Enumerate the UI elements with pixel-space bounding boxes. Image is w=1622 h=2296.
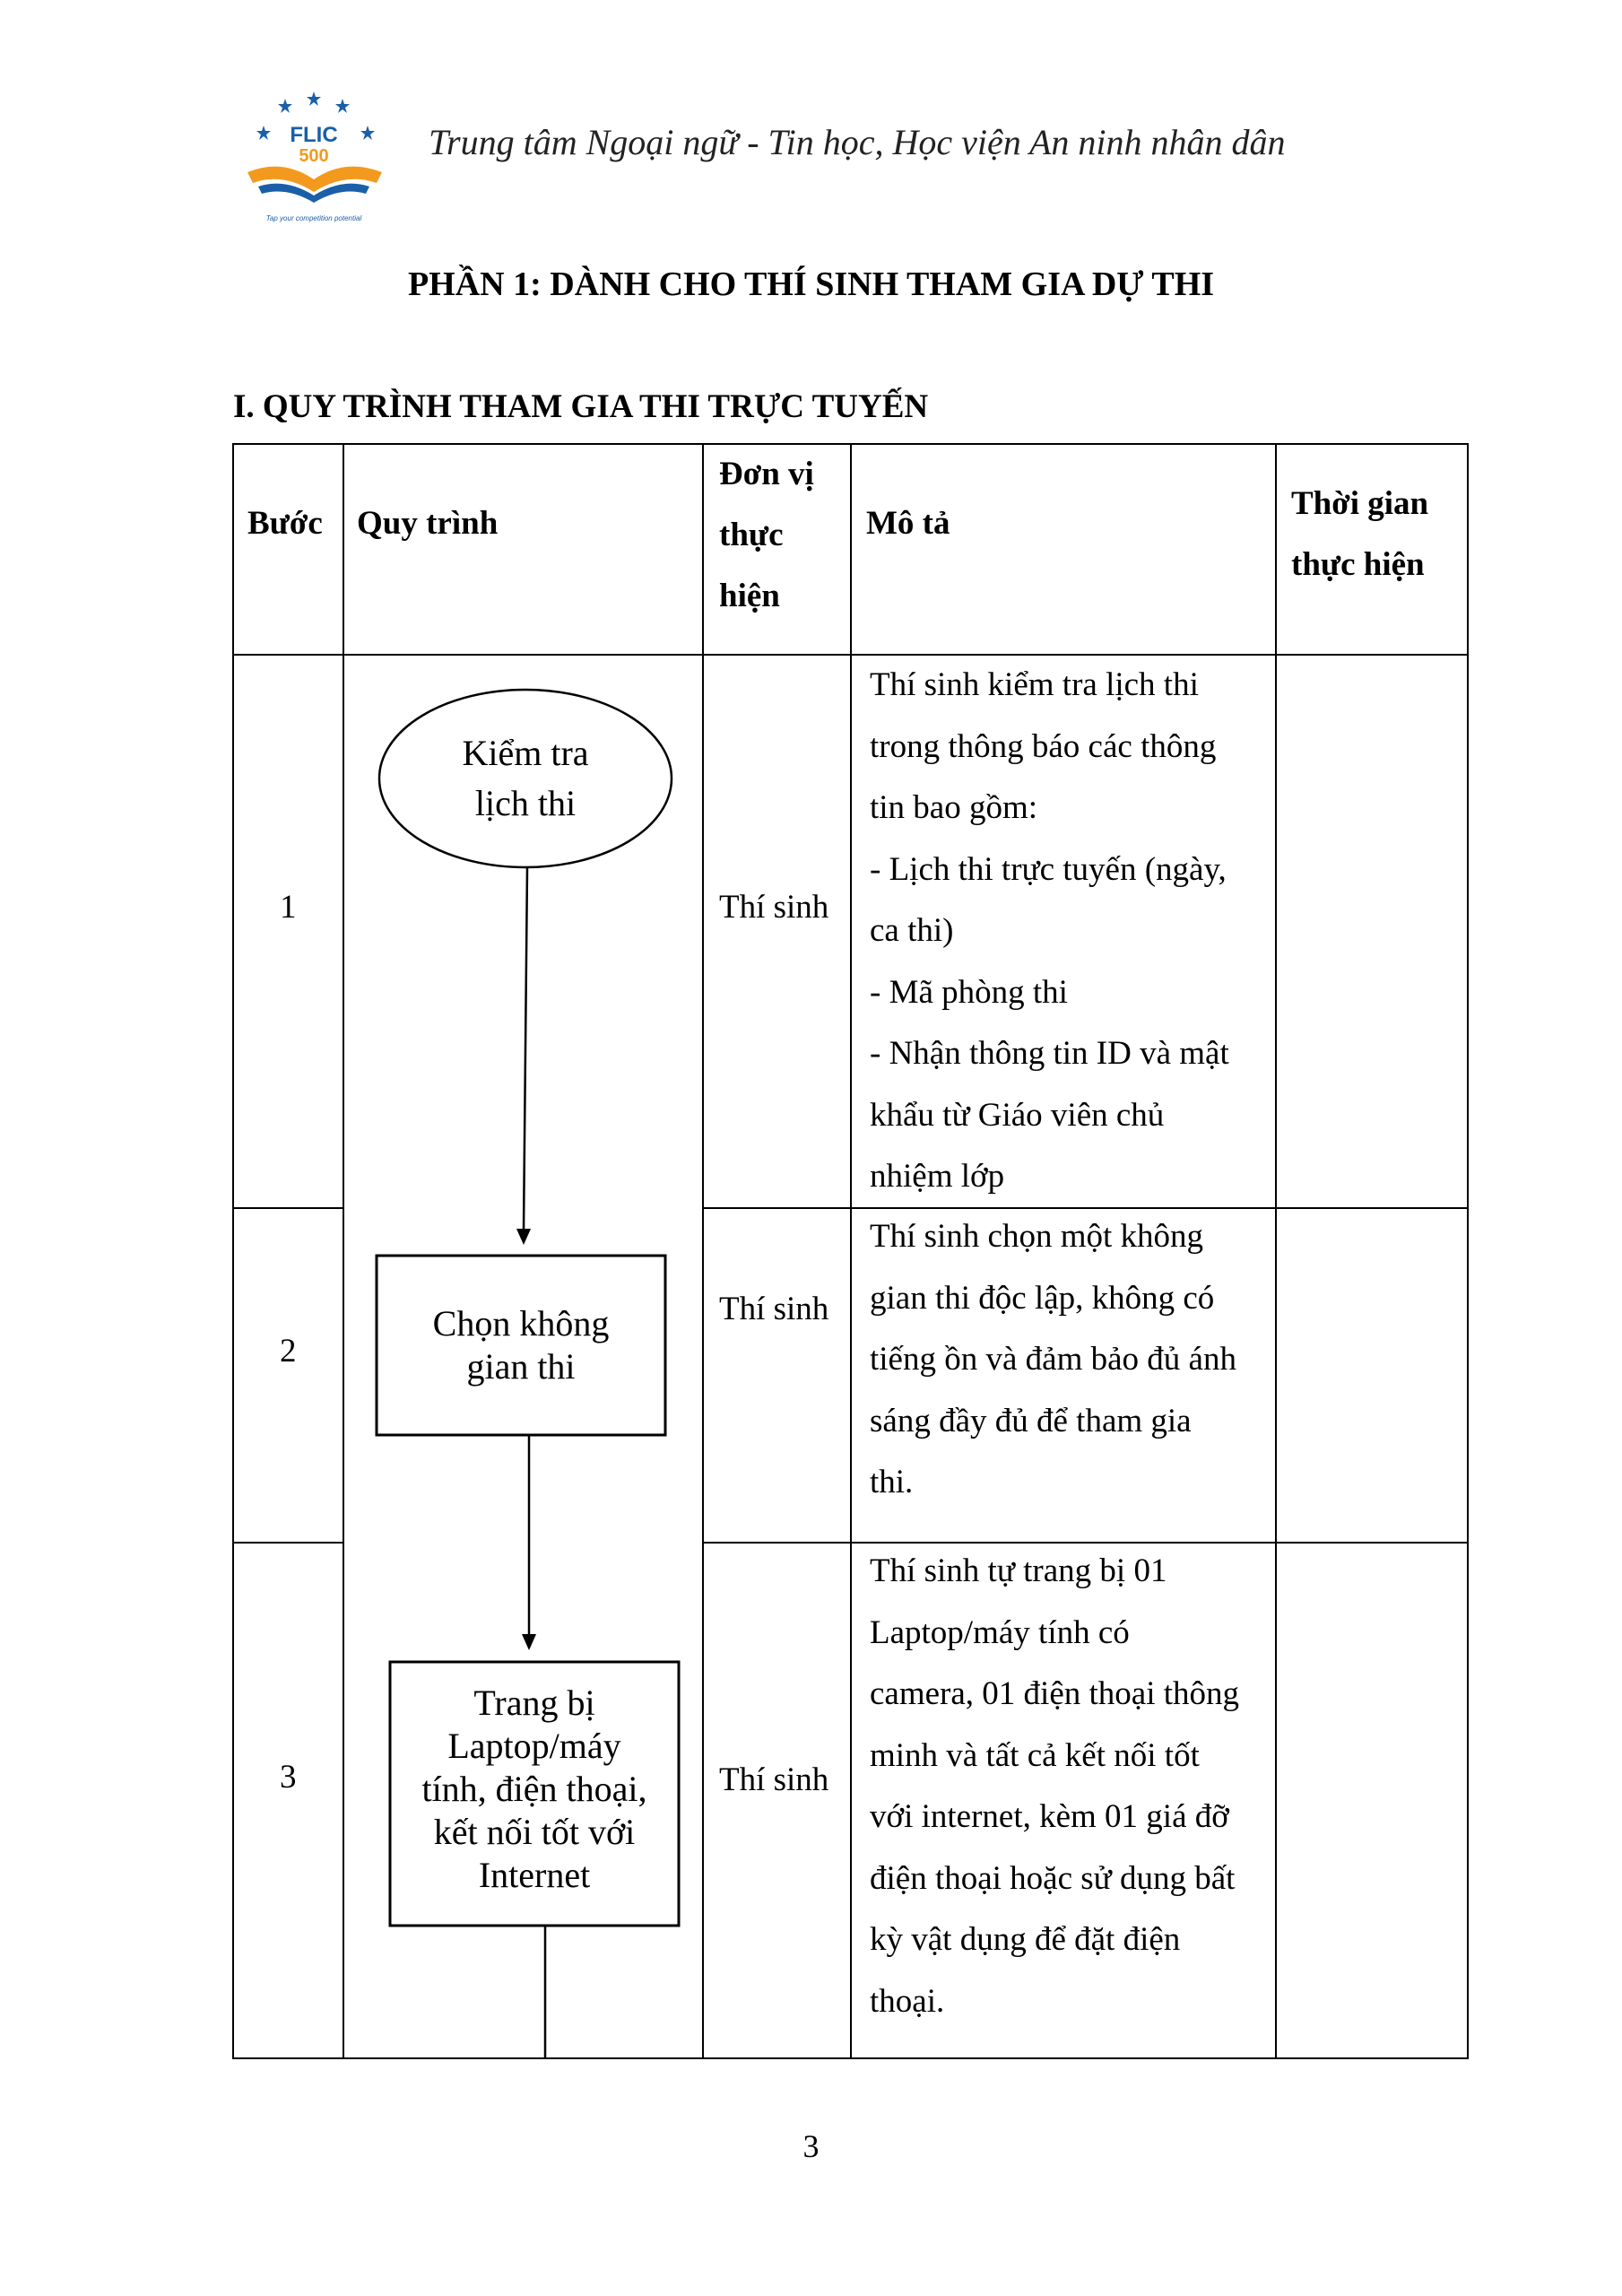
flow-node3-line: Trang bị — [473, 1683, 595, 1723]
desc-line: khẩu từ Giáo viên chủ — [870, 1096, 1165, 1134]
header-unit-line3: hiện — [719, 578, 780, 614]
row1-unit: Thí sinh — [719, 889, 829, 926]
section-title: I. QUY TRÌNH THAM GIA THI TRỰC TUYẾN — [233, 388, 929, 425]
flow-node2-label — [377, 1302, 665, 1388]
header-step: Bước — [247, 505, 323, 542]
flow-node2-line: Chọn không — [432, 1303, 610, 1344]
header-process: Quy trình — [357, 505, 499, 542]
desc-line: trong thông báo các thông — [870, 727, 1217, 765]
desc-line: tiếng ồn và đảm bảo đủ ánh — [870, 1341, 1236, 1378]
desc-line: Laptop/máy tính có — [870, 1613, 1130, 1651]
desc-line: minh và tất cả kết nối tốt — [870, 1736, 1200, 1774]
flow-node3-line: Laptop/máy — [447, 1726, 621, 1766]
desc-line: với internet, kèm 01 giá đỡ — [870, 1798, 1229, 1835]
desc-line: Thí sinh tự trang bị 01 — [870, 1552, 1167, 1589]
desc-line: - Lịch thi trực tuyến (ngày, — [870, 850, 1227, 888]
header-time-line2: thực hiện — [1291, 546, 1425, 583]
desc-line: thi. — [870, 1464, 914, 1500]
logo-name: FLIC — [290, 123, 338, 147]
logo-number: 500 — [299, 146, 329, 166]
desc-line: tin bao gồm: — [870, 789, 1038, 826]
desc-line: - Nhận thông tin ID và mật — [870, 1035, 1229, 1072]
desc-line: Thí sinh chọn một không — [870, 1218, 1204, 1255]
logo-tagline: Tap your competition potential — [265, 214, 362, 222]
flow-node3-label — [390, 1682, 679, 1897]
header-unit — [719, 444, 814, 627]
header-center-name: Trung tâm Ngoại ngữ - Tin học, Học viện An ninh nhân dân — [429, 122, 1286, 162]
desc-line: điện thoại hoặc sử dụng bất — [870, 1859, 1236, 1897]
row2-description — [870, 1206, 1264, 1514]
desc-line: Thí sinh kiểm tra lịch thi — [870, 666, 1199, 703]
flow-node3-line: Internet — [478, 1855, 591, 1895]
desc-line: kỳ vật dụng để đặt điện — [870, 1921, 1181, 1958]
header-description: Mô tả — [866, 505, 950, 542]
page-number: 3 — [802, 2128, 820, 2164]
desc-line: nhiệm lớp — [870, 1158, 1005, 1195]
row1-step: 1 — [280, 889, 297, 926]
flow-node2-line: gian thi — [466, 1346, 576, 1387]
desc-line: thoại. — [870, 1982, 945, 2020]
desc-line: camera, 01 điện thoại thông — [870, 1675, 1240, 1712]
row3-step: 3 — [280, 1759, 297, 1796]
flow-node3-line: kết nối tốt với — [433, 1812, 636, 1852]
row3-description — [870, 1541, 1264, 2032]
part-title: PHẦN 1: DÀNH CHO THÍ SINH THAM GIA DỰ THI — [407, 265, 1215, 303]
row1-description — [870, 655, 1264, 1208]
row2-unit: Thí sinh — [719, 1291, 829, 1327]
desc-line: gian thi độc lập, không có — [870, 1279, 1215, 1317]
desc-line: - Mã phòng thi — [870, 973, 1068, 1011]
flow-node1-line: Kiểm tra — [462, 733, 589, 773]
row2-step: 2 — [280, 1333, 297, 1370]
flow-node3-line: tính, điện thoại, — [421, 1769, 647, 1809]
flow-node1-line: lịch thi — [474, 783, 577, 823]
desc-line: sáng đầy đủ để tham gia — [870, 1402, 1192, 1439]
arrowhead-2-icon — [522, 1634, 536, 1650]
flow-arrow-1 — [524, 867, 527, 1231]
desc-line: ca thi) — [870, 912, 954, 949]
flow-node1-label — [379, 728, 672, 829]
header-time-line1: Thời gian — [1291, 485, 1429, 522]
header-time — [1291, 474, 1428, 596]
row3-unit: Thí sinh — [719, 1761, 829, 1798]
header-unit-line1: Đơn vị — [719, 456, 814, 492]
arrowhead-1-icon — [516, 1229, 531, 1245]
header-unit-line2: thực — [719, 517, 784, 553]
